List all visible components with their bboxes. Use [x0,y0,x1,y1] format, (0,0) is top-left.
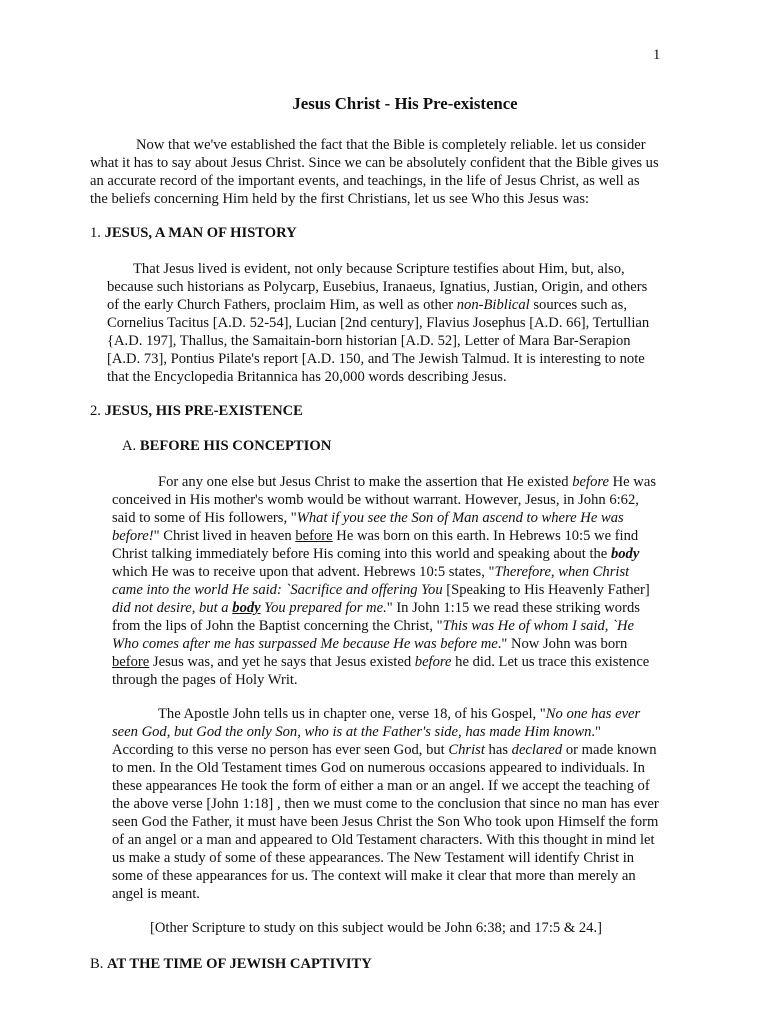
quote-text: did not desire, but a [112,600,233,616]
paragraph-line: That Jesus lived is evident, not only because Scripture testifies about Him, but, also, [133,261,625,277]
emphasis-text: body [610,546,640,562]
section-b-heading [90,955,372,973]
quote-text: Therefore, when Christ [494,564,630,580]
paragraph-line: Cornelius Tacitus [A.D. 52-54], Lucian [2nd century], Flavius Josephus [A.D. 66], Tertullian [107,315,650,331]
quote-text: Who comes after me has surpassed Me because He was before me [112,636,498,652]
subsection-a-heading [122,437,331,455]
underlined-text: before [112,654,150,670]
paragraph-line: seen God the Father, it must have been Jesus Christ the Son Who took upon Himself the form [112,814,659,830]
text-run: " Christ lived in heaven [153,528,296,544]
paragraph-line: through the pages of Holy Writ. [112,672,298,688]
paragraph-line: some of these appearances for us. The context will make it clear that more than merely an [112,868,636,884]
section-1-heading [90,224,297,242]
quote-text: What if you see the Son of Man ascend to where He was [296,510,624,526]
paragraph-line: of an angel or a man and appeared to Old Testament characters. With this thought in mind let [112,832,655,848]
paragraph-line: because such historians as Polycarp, Eusebius, Iranaeus, Ignatius, Justian, Origin, and others [107,279,648,295]
quote-text: This was He of whom I said, `He [442,618,634,634]
emphasis-text: Christ [448,742,485,758]
text-run: According to this verse no person has ever seen God, but [112,742,449,758]
text-run: he did. Let us trace this existence [451,654,650,670]
text-run: Jesus was, and yet he says that Jesus existed [149,654,415,670]
emphasis-text: body [232,600,261,616]
paragraph-line: conceived in His mother's womb would be without warrant. However, Jesus, in John 6:62, [112,492,639,508]
section-title: JESUS, HIS PRE-EXISTENCE [104,403,303,419]
text-run: The Apostle John tells us in chapter one, verse 18, of his Gospel, " [158,706,546,722]
text-run: said to some of His followers, " [112,510,297,526]
paragraph-line [112,617,656,635]
paragraph-line [112,509,656,527]
paragraph-line [112,581,656,599]
text-run: or made known [562,742,657,758]
paragraph-line [112,527,656,545]
paragraph-line [112,705,659,723]
section-2-heading [90,402,303,420]
text-run: has [484,742,512,758]
text-run: sources such as, [529,297,627,313]
paragraph-line [112,635,656,653]
paragraph-line: [A.D. 73], Pontius Pilate's report [A.D. 150, and The Jewish Talmud. It is interesting to note [107,351,645,367]
section-1-paragraph [107,260,649,386]
intro-line: an accurate record of the important events, and teachings, in the life of Jesus Christ, as well as [90,173,640,189]
paragraph-line: angel is meant. [112,886,200,902]
text-run: [Speaking to His Heavenly Father] [442,582,650,598]
text-run: which He was to receive upon that advent. Hebrews 10:5 states, " [112,564,495,580]
paragraph-line [112,473,656,491]
section-title: AT THE TIME OF JEWISH CAPTIVITY [107,956,372,972]
page-number: 1 [653,47,661,63]
scripture-note: [Other Scripture to study on this subject would be John 6:38; and 17:5 & 24.] [150,920,602,936]
text-run: He was [608,474,656,490]
text-run: of the early Church Fathers, proclaim Him, as well as other [107,297,457,313]
text-run: " In John 1:15 we read these striking words [386,600,640,616]
emphasis-text: non-Biblical [456,297,530,313]
paragraph-line: these appearances He took the form of either a man or an angel. If we accept the teaching of [112,778,650,794]
text-run: For any one else but Jesus Christ to make the assertion that He existed [158,474,573,490]
paragraph-line: to men. In the Old Testament times God on numerous occasions appeared to individuals. In [112,760,645,776]
text-run: from the lips of John the Baptist concerning the Christ, " [112,618,443,634]
section-letter: B. [90,956,104,972]
apostle-john-paragraph [112,705,659,903]
paragraph-line [112,723,659,741]
quote-text: before! [112,528,154,544]
section-number: 2. [90,403,101,419]
paragraph-line [112,545,656,563]
paragraph-line [107,296,649,314]
emphasis-text: before [572,474,609,490]
document-title: Jesus Christ - His Pre-existence [292,94,518,113]
subsection-title: BEFORE HIS CONCEPTION [139,438,332,454]
paragraph-line: that the Encyclopedia Britannica has 20,000 words describing Jesus. [107,369,507,385]
quote-text: came into the world He said: `Sacrifice and offering You [112,582,443,598]
paragraph-line: the above verse [John 1:18] , then we must come to the conclusion that since no man has ever [112,796,659,812]
paragraph-line [112,653,656,671]
quote-text: No one has ever [545,706,641,722]
text-run: ." [591,724,602,740]
intro-line: Now that we've established the fact that the Bible is completely reliable. let us consider [136,137,646,153]
paragraph-line: {A.D. 197], Thallus, the Samaitain-born historian [A.D. 52], Letter of Mara Bar-Serapion [107,333,631,349]
conception-paragraph [112,473,656,689]
section-title: JESUS, A MAN OF HISTORY [104,225,297,241]
quote-text: You prepared for me. [260,600,387,616]
text-run: ." Now John was born [497,636,628,652]
paragraph-line [112,563,656,581]
paragraph-line [112,599,656,617]
underlined-text: before [295,528,333,544]
text-run: He was born on this earth. In Hebrews 10:5 we find [332,528,639,544]
paragraph-line [112,741,659,759]
section-number: 1. [90,225,101,241]
subsection-letter: A. [122,438,137,454]
emphasis-text: before [414,654,452,670]
intro-line: what it has to say about Jesus Christ. Since we can be absolutely confident that the Bible gives us [90,155,659,171]
intro-line: the beliefs concerning Him held by the first Christians, let us see Who this Jesus was: [90,191,590,207]
intro-paragraph [90,136,659,208]
paragraph-line: us make a study of some of these appearances. The New Testament will identify Christ in [112,850,635,866]
text-run: Christ talking immediately before His coming into this world and speaking about the [112,546,611,562]
emphasis-text: declared [511,742,563,758]
quote-text: seen God, but God the only Son, who is at the Father's side, has made Him known [112,724,592,740]
